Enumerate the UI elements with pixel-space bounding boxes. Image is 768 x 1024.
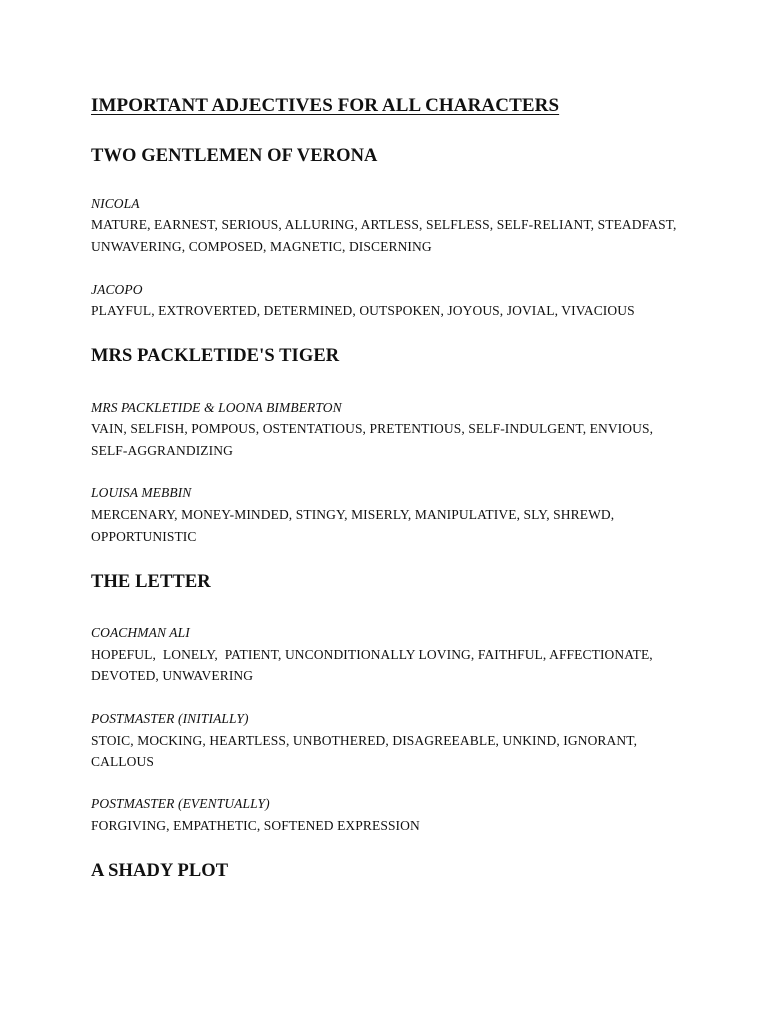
adjectives-line: STOIC, MOCKING, HEARTLESS, UNBOTHERED, DISAGREEABLE, UNKIND, IGNORANT, [91, 733, 638, 748]
section-heading-mrs-packletides-tiger: MRS PACKLETIDE'S TIGER [91, 346, 340, 366]
character-name-jacopo: JACOPO [91, 282, 143, 297]
character-name-louisa-mebbin: LOUISA MEBBIN [91, 485, 192, 500]
section-heading-a-shady-plot: A SHADY PLOT [91, 861, 229, 881]
character-name-postmaster-eventually: POSTMASTER (EVENTUALLY) [91, 796, 270, 811]
adjectives-line: SELF-AGGRANDIZING [91, 443, 233, 458]
adjectives-line: HOPEFUL, LONELY, PATIENT, UNCONDITIONALLY LOVING, FAITHFUL, AFFECTIONATE, [91, 647, 653, 662]
adjectives-line: PLAYFUL, EXTROVERTED, DETERMINED, OUTSPOKEN, JOYOUS, JOVIAL, VIVACIOUS [91, 303, 635, 318]
adjectives-line: UNWAVERING, COMPOSED, MAGNETIC, DISCERNING [91, 239, 432, 254]
adjectives-line: MATURE, EARNEST, SERIOUS, ALLURING, ARTLESS, SELFLESS, SELF-RELIANT, STEADFAST, [91, 217, 677, 232]
adjectives-line: MERCENARY, MONEY-MINDED, STINGY, MISERLY, MANIPULATIVE, SLY, SHREWD, [91, 507, 615, 522]
adjectives-line: DEVOTED, UNWAVERING [91, 668, 254, 683]
adjectives-line: VAIN, SELFISH, POMPOUS, OSTENTATIOUS, PRETENTIOUS, SELF-INDULGENT, ENVIOUS, [91, 421, 654, 436]
character-name-coachman-ali: COACHMAN ALI [91, 625, 190, 640]
character-name-nicola: NICOLA [91, 196, 140, 211]
adjectives-line: CALLOUS [91, 754, 154, 769]
adjectives-line: FORGIVING, EMPATHETIC, SOFTENED EXPRESSION [91, 818, 420, 833]
adjectives-line: OPPORTUNISTIC [91, 529, 197, 544]
section-heading-two-gentlemen-of-verona: TWO GENTLEMEN OF VERONA [91, 146, 378, 166]
document-title: IMPORTANT ADJECTIVES FOR ALL CHARACTERS [91, 95, 560, 116]
section-heading-the-letter: THE LETTER [91, 572, 211, 592]
character-name-mrs-packletide-loona-bimberton: MRS PACKLETIDE & LOONA BIMBERTON [91, 400, 342, 415]
character-name-postmaster-initially: POSTMASTER (INITIALLY) [91, 711, 249, 726]
